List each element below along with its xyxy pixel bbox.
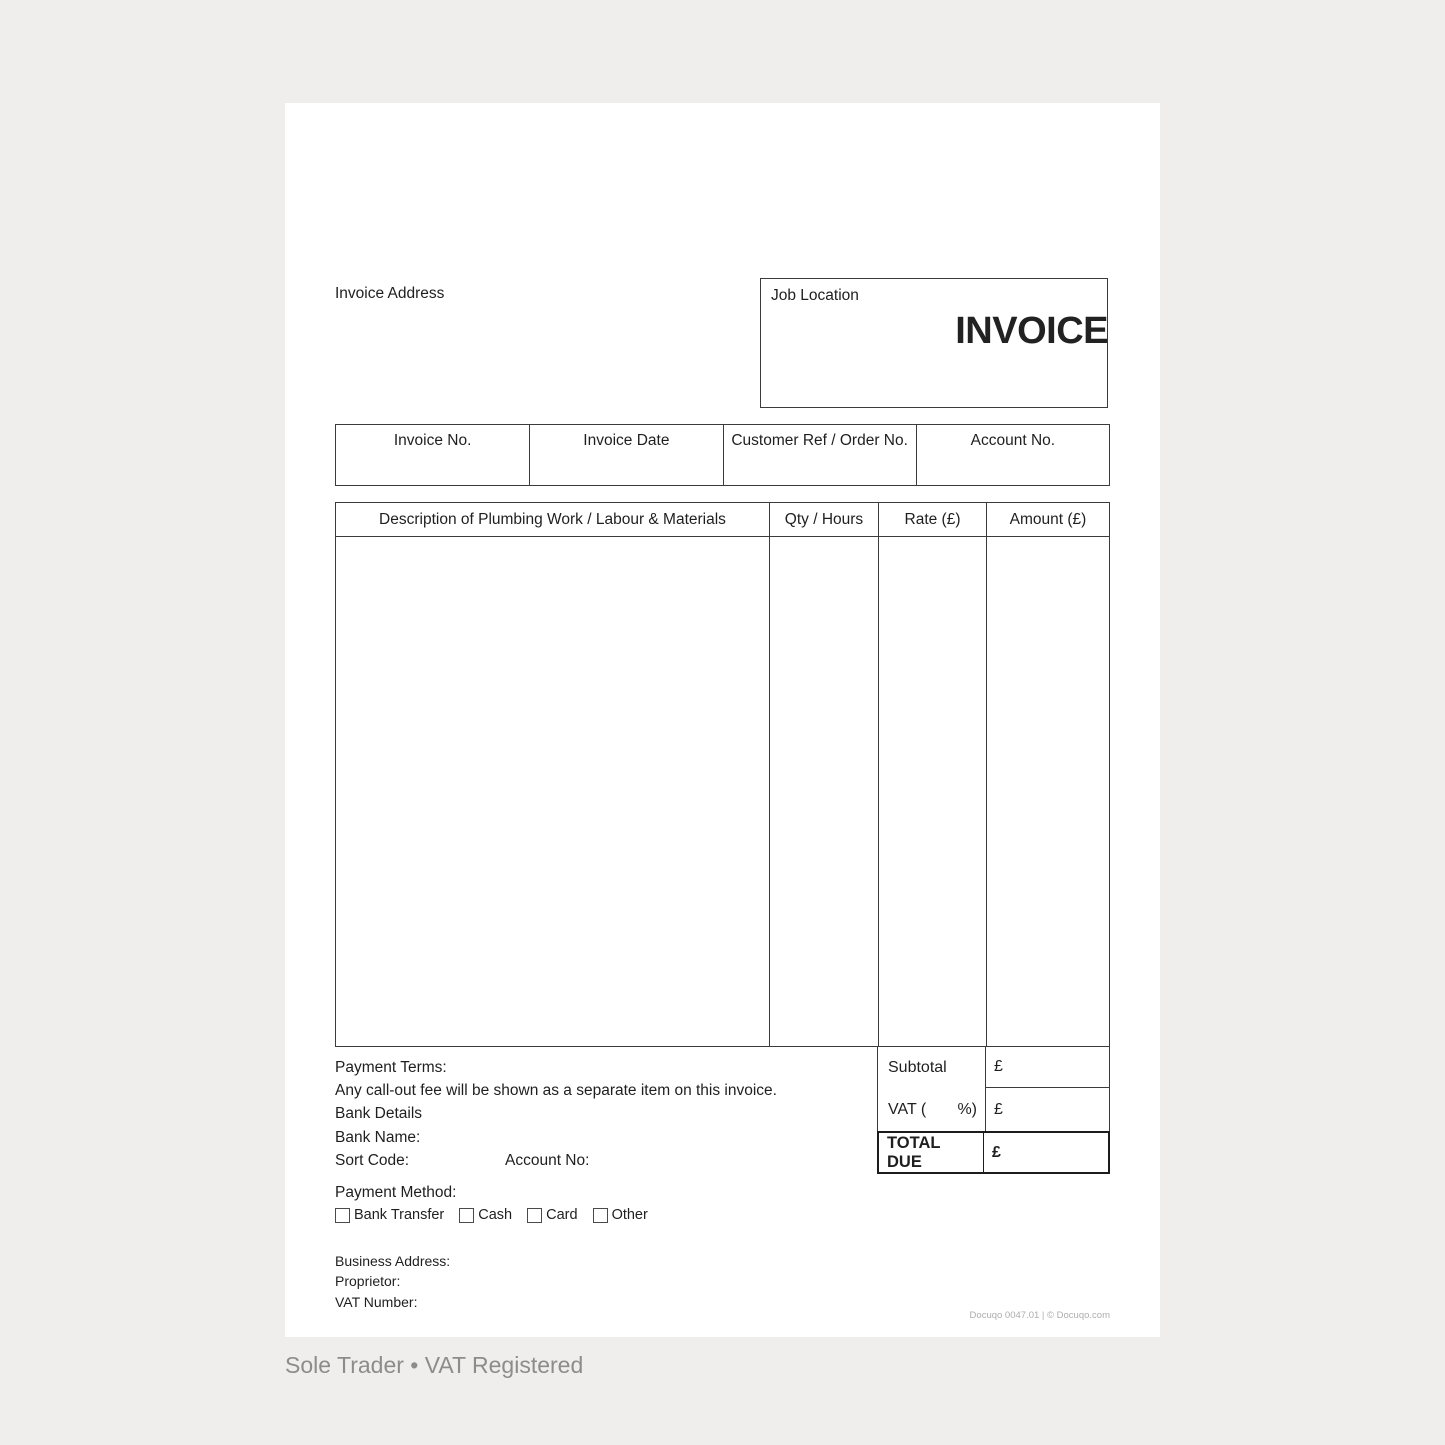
customer-ref-field[interactable] [723, 425, 916, 485]
line-items-table [335, 502, 1110, 1047]
sort-code-row [335, 1152, 855, 1170]
bank-details-label: Bank Details [335, 1105, 423, 1122]
account-no-label: Account No. [970, 432, 1056, 449]
payment-method-options [335, 1206, 648, 1224]
subtotal-currency: £ [994, 1058, 1003, 1075]
subtotal-label: Subtotal [888, 1058, 947, 1076]
bank-transfer-option [335, 1207, 444, 1223]
other-label: Other [611, 1207, 648, 1223]
bank-transfer-checkbox[interactable] [335, 1208, 350, 1223]
invoice-date-label: Invoice Date [583, 432, 670, 449]
sort-code-label: Sort Code: [335, 1152, 410, 1169]
proprietor-label: Proprietor: [335, 1273, 401, 1289]
total-due-row [877, 1131, 1110, 1174]
invoice-title: INVOICE [955, 310, 1108, 352]
invoice-no-label: Invoice No. [393, 432, 472, 449]
business-address-label: Business Address: [335, 1253, 451, 1269]
amount-column-header: Amount (£) [986, 503, 1109, 537]
description-entry-area[interactable] [336, 537, 769, 1046]
vat-row [878, 1088, 1109, 1131]
account-no-field[interactable] [916, 425, 1109, 485]
card-option [527, 1207, 577, 1223]
bank-transfer-label: Bank Transfer [354, 1207, 445, 1223]
card-label: Card [546, 1207, 578, 1223]
rate-entry-area[interactable] [878, 537, 986, 1046]
page-footer-caption: Sole Trader • VAT Registered [285, 1352, 584, 1378]
vat-value-field[interactable] [985, 1088, 1109, 1131]
qty-hours-entry-area[interactable] [769, 537, 878, 1046]
vat-currency: £ [994, 1100, 1003, 1118]
job-location-label: Job Location [771, 287, 859, 304]
other-checkbox[interactable] [593, 1208, 608, 1223]
payment-terms-label: Payment Terms: [335, 1059, 447, 1076]
cash-checkbox[interactable] [459, 1208, 474, 1223]
vat-label-prefix: VAT ( [888, 1100, 927, 1118]
job-location-field[interactable] [760, 278, 1108, 408]
qty-hours-column-header: Qty / Hours [769, 503, 878, 537]
invoice-document [285, 103, 1160, 1337]
rate-column-header: Rate (£) [878, 503, 986, 537]
vat-label-suffix: %) [957, 1100, 977, 1118]
callout-note: Any call-out fee will be shown as a separate item on this invoice. [335, 1082, 777, 1099]
invoice-no-field[interactable] [336, 425, 529, 485]
amount-entry-area[interactable] [986, 537, 1109, 1046]
cash-option [459, 1207, 512, 1223]
description-column-header: Description of Plumbing Work / Labour & Materials [336, 503, 769, 537]
total-due-label: TOTAL DUE [887, 1133, 941, 1171]
subtotal-row [878, 1047, 1109, 1088]
total-due-value-field[interactable] [983, 1133, 1108, 1172]
cash-label: Cash [478, 1207, 513, 1223]
vat-label [878, 1088, 985, 1131]
subtotal-value-field[interactable] [985, 1047, 1109, 1088]
invoice-date-field[interactable] [529, 425, 722, 485]
totals-table [877, 1047, 1110, 1174]
other-option [593, 1207, 648, 1223]
vat-number-label: VAT Number: [335, 1294, 418, 1310]
bank-name-label: Bank Name: [335, 1129, 421, 1146]
customer-ref-label: Customer Ref / Order No. [731, 432, 908, 449]
card-checkbox[interactable] [527, 1208, 542, 1223]
document-reference: Docuqo 0047.01 | © Docuqo.com [969, 1310, 1110, 1321]
total-due-currency: £ [992, 1143, 1001, 1161]
payment-method-label: Payment Method: [335, 1184, 457, 1201]
invoice-address-label: Invoice Address [335, 285, 445, 302]
bank-account-no-label: Account No: [505, 1152, 590, 1169]
invoice-info-table [335, 424, 1110, 486]
